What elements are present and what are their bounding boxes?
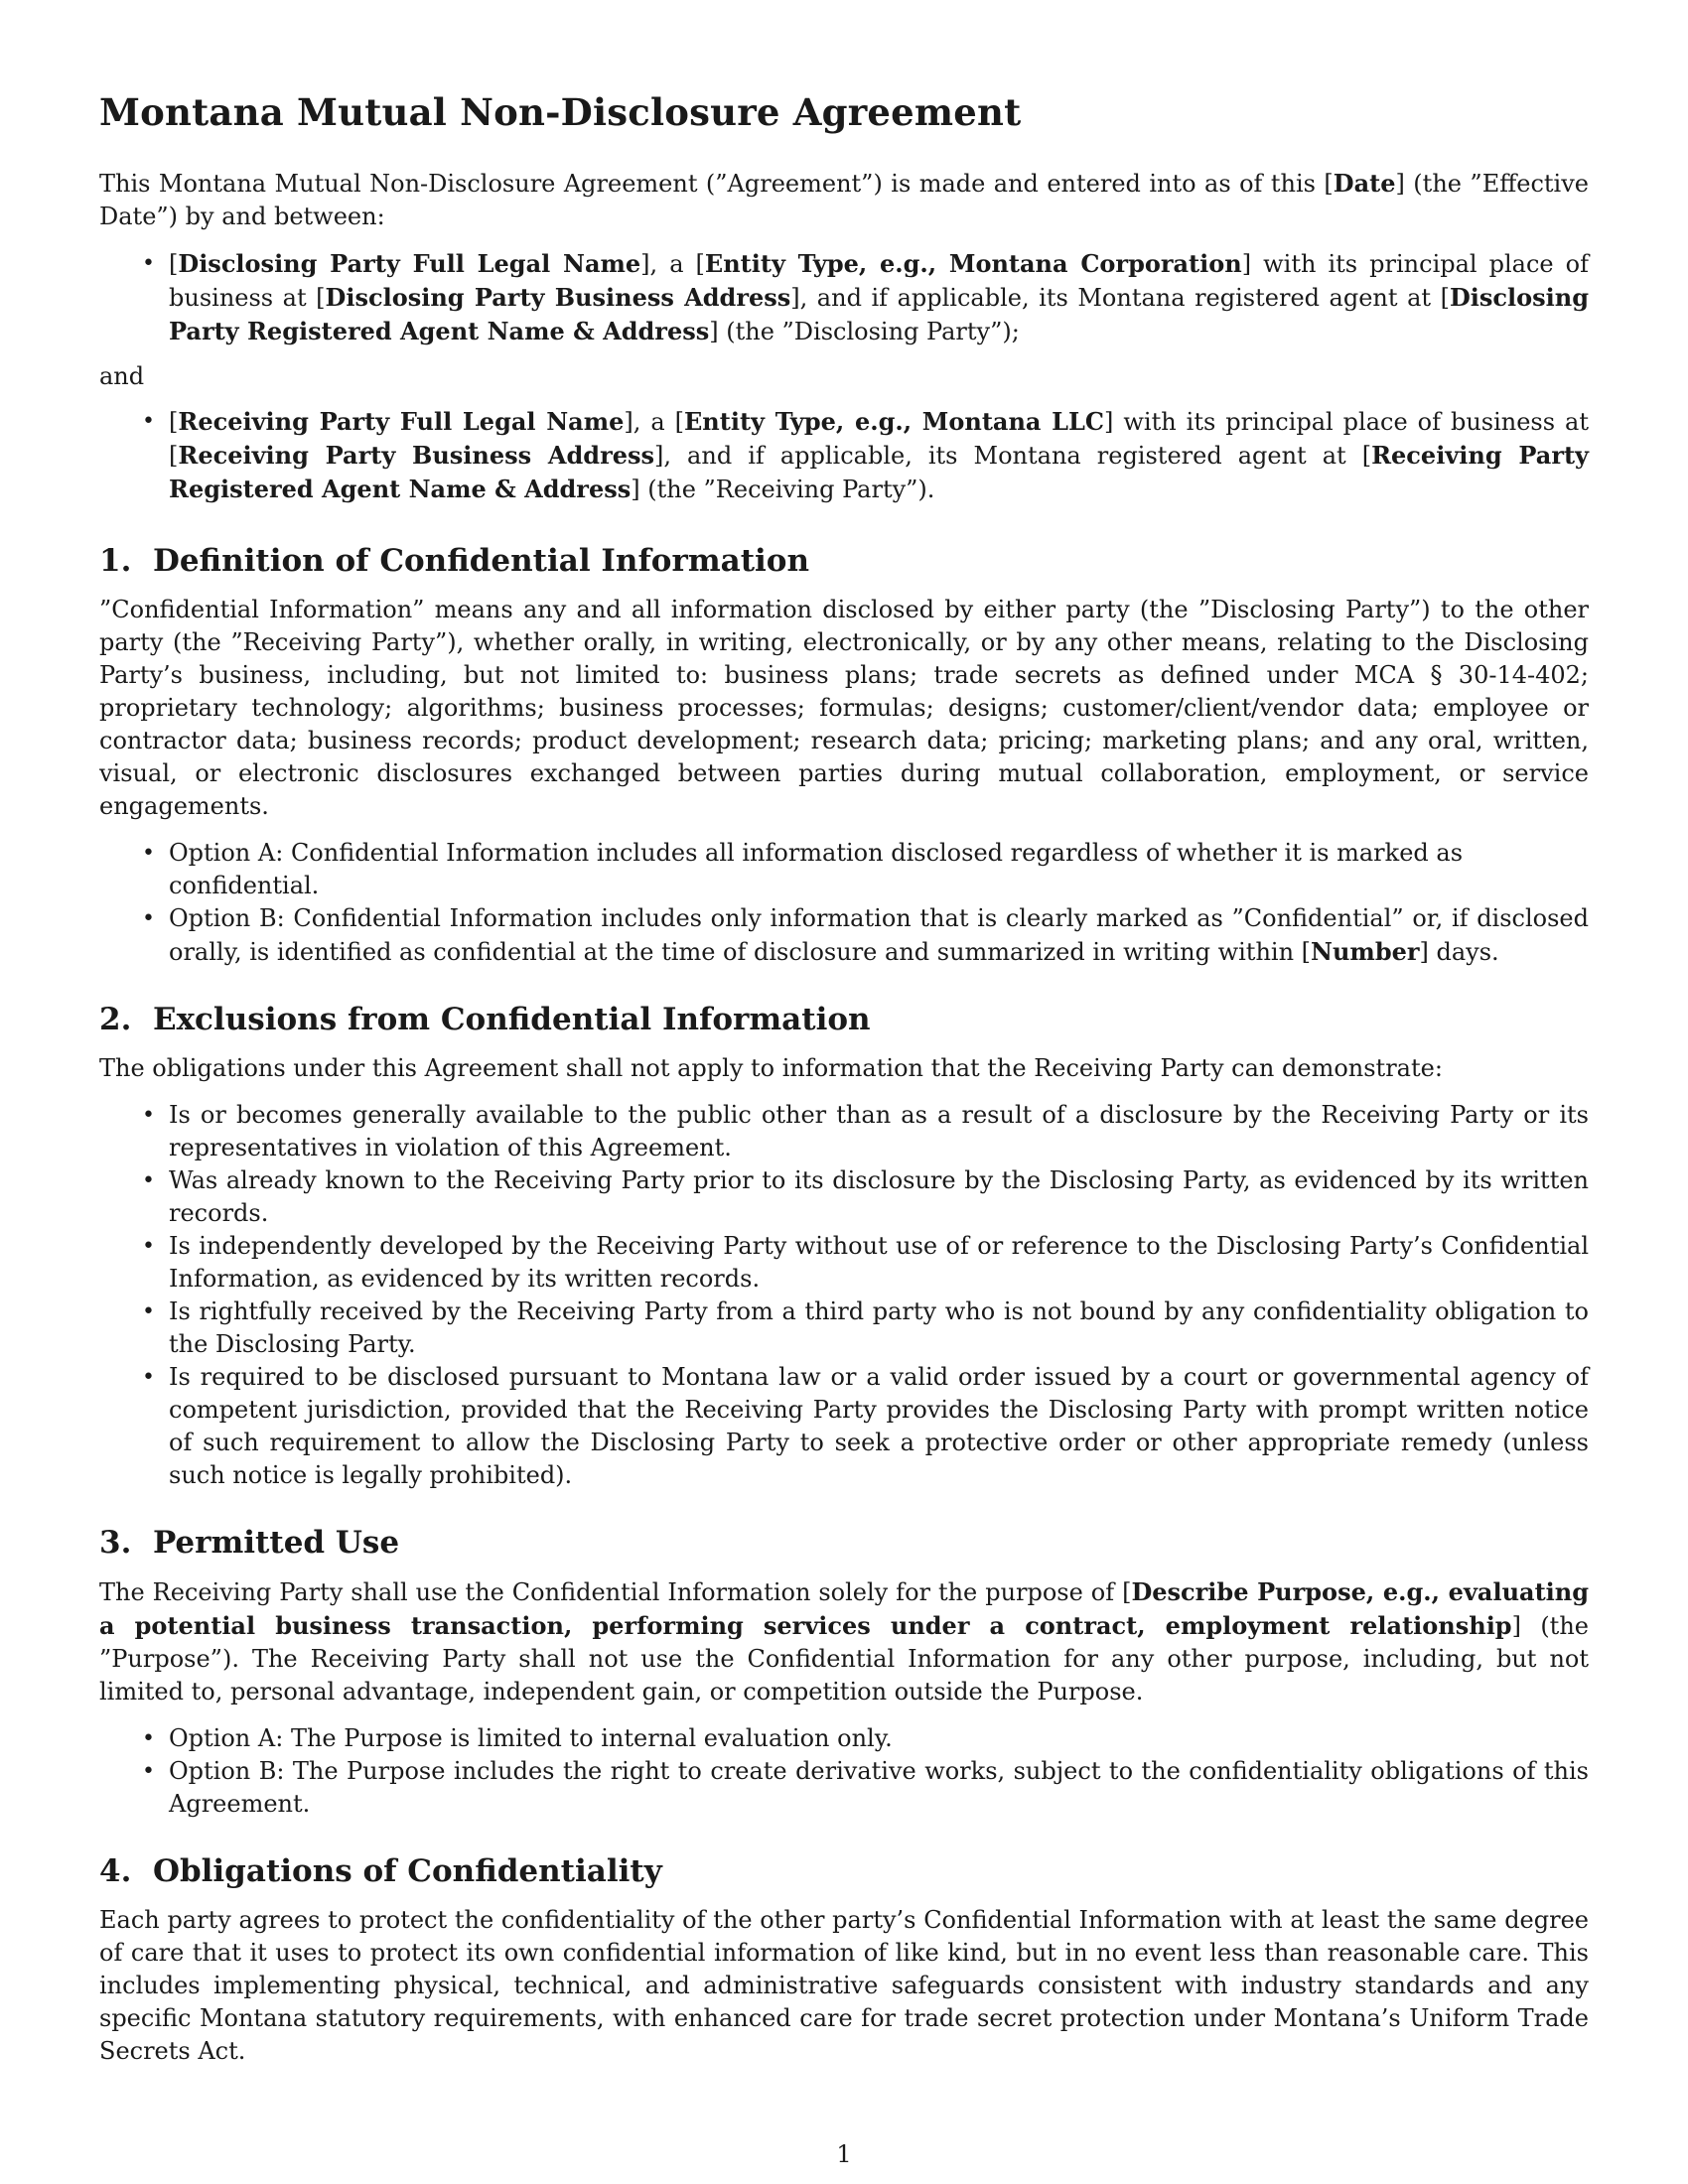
party-list-2 (99, 405, 1589, 506)
bullet-icon: • (142, 1299, 155, 1324)
placeholder: Entity Type, e.g., Montana LLC (684, 407, 1105, 436)
placeholder: Receiving Party Business Address (178, 441, 655, 470)
exclusion-item (142, 1296, 1589, 1361)
text: Option A: The Purpose is limited to internal evaluation only. (169, 1724, 893, 1752)
placeholder: Number (1311, 937, 1420, 966)
document-page (99, 87, 1589, 2068)
section-3-body (99, 1575, 1589, 1708)
section-1-options (99, 837, 1589, 969)
text: ], a [ (640, 250, 705, 278)
section-1-option-b (142, 902, 1589, 969)
intro-text-1: This Montana Mutual Non-Disclosure Agreement (”Agreement”) is made and entered into as of this [ (99, 170, 1334, 198)
party-list-1 (99, 247, 1589, 348)
text: Is or becomes generally available to the public other than as a result of a disclosure by the Receiving Party or its representatives in violation of this Agreement. (169, 1101, 1589, 1161)
exclusion-item (142, 1230, 1589, 1296)
text: ] (the ”Receiving Party”). (631, 476, 935, 503)
section-2-exclusions (99, 1099, 1589, 1492)
bullet-icon: • (142, 1234, 155, 1259)
placeholder: Disclosing Party Full Legal Name (178, 249, 641, 278)
section-3-options (99, 1722, 1589, 1821)
text: ] (the ”Disclosing Party”); (709, 318, 1020, 345)
text: ] (the ”Purpose”). The Receiving Party shall not use the Confidential Information for any other purpose, including, but not limited to, personal advantage, independent gain, or competition outside the Purpose. (99, 1612, 1589, 1706)
bullet-icon: • (142, 409, 155, 434)
text: Option B: Confidential Information includes only information that is clearly marked as ”Confidential” or, if disclosed orally, is identified as confidential at the time of disclosure and summarized in writing within [ (169, 904, 1589, 966)
bullet-icon: • (142, 906, 155, 931)
text: Is required to be disclosed pursuant to Montana law or a valid order issued by a court or governmental agency of competent jurisdiction, provided that the Receiving Party provides the Disclosing Party with prompt written notice of such requirement to allow the Disclosing Party to seek a protective order or other appropriate remedy (unless such notice is legally prohibited). (169, 1363, 1589, 1489)
section-3-option-a (142, 1722, 1589, 1755)
bullet-icon: • (142, 251, 155, 276)
text: ] days. (1419, 938, 1499, 966)
text: Option A: Confidential Information includes all information disclosed regardless of whether it is marked as confidential. (169, 839, 1464, 899)
intro-text-2: ] (the ”Effective Date”) by and between: (99, 170, 1589, 230)
section-2-body: The obligations under this Agreement shall not apply to information that the Receiving Party can demonstrate: (99, 1054, 1443, 1082)
exclusion-item (142, 1361, 1589, 1492)
intro-paragraph (99, 167, 1589, 233)
bullet-icon: • (142, 841, 155, 866)
section-4-heading: 4. Obligations of Confidentiality (99, 1853, 662, 1889)
bullet-icon: • (142, 1103, 155, 1128)
placeholder: Describe Purpose, e.g., evaluating a potential business transaction, performing services under a contract, employment relationship (99, 1577, 1589, 1640)
bullet-icon: • (142, 1365, 155, 1390)
and-connector: and (99, 362, 145, 390)
page-number: 1 (836, 2140, 852, 2168)
date-placeholder: Date (1333, 169, 1396, 198)
text: Was already known to the Receiving Party prior to its disclosure by the Disclosing Party, as evidenced by its written records. (169, 1166, 1589, 1227)
disclosing-party-item (142, 247, 1589, 348)
receiving-party-item (142, 405, 1589, 506)
text: Option B: The Purpose includes the right to create derivative works, subject to the confidentiality obligations of this Agreement. (169, 1757, 1589, 1818)
text: ], and if applicable, its Montana registered agent at [ (654, 442, 1372, 470)
placeholder: Disclosing Party Business Address (325, 283, 791, 312)
placeholder: Entity Type, e.g., Montana Corporation (704, 249, 1242, 278)
text: [ (169, 250, 179, 278)
section-3-option-b (142, 1755, 1589, 1821)
text: ] with its principal place of business at [ (169, 250, 1589, 312)
placeholder: Receiving Party Registered Agent Name & Address (169, 441, 1589, 503)
document-title: Montana Mutual Non-Disclosure Agreement (99, 90, 1022, 134)
exclusion-item (142, 1164, 1589, 1230)
exclusion-item (142, 1099, 1589, 1164)
section-4-body: Each party agrees to protect the confidentiality of the other party’s Confidential Information with at least the same degree of care that it uses to protect its own confidential information of like kind, but in no event less than reasonable care. This includes implementing physical, technical, and administrative safeguards consistent with industry standards and any specific Montana statutory requirements, with enhanced care for trade secret protection under Montana’s Uniform Trade Secrets Act. (99, 1906, 1589, 2065)
section-2-heading: 2. Exclusions from Confidential Information (99, 1002, 871, 1037)
section-3-heading: 3. Permitted Use (99, 1525, 400, 1561)
bullet-icon: • (142, 1759, 155, 1784)
bullet-icon: • (142, 1168, 155, 1193)
text: Is independently developed by the Receiving Party without use of or reference to the Disclosing Party’s Confidential Information, as evidenced by its written records. (169, 1232, 1589, 1293)
text: [ (169, 408, 179, 436)
text: The Receiving Party shall use the Confidential Information solely for the purpose of [ (99, 1578, 1132, 1606)
text: ] with its principal place of business at [ (169, 408, 1589, 470)
section-1-body: ”Confidential Information” means any and all information disclosed by either party (the ”Disclosing Party”) to the other party (the ”Receiving Party”), whether orally, in writing, electronically, or by any other means, relating to the Disclosing Party’s business, including, but not limited to: business plans; trade secrets as defined under MCA § 30-14-402; proprietary technology; algorithms; business processes; formulas; designs; customer/client/vendor data; employee or contractor data; business records; product development; research data; pricing; marketing plans; and any oral, written, visual, or electronic disclosures exchanged between parties during mutual collaboration, employment, or service engagements. (99, 596, 1589, 820)
section-1-option-a (142, 837, 1589, 902)
bullet-icon: • (142, 1726, 155, 1751)
text: ], a [ (624, 408, 685, 436)
placeholder: Disclosing Party Registered Agent Name & Address (169, 283, 1589, 345)
section-1-heading: 1. Definition of Confidential Information (99, 543, 810, 579)
text: ], and if applicable, its Montana registered agent at [ (790, 284, 1450, 312)
text: Is rightfully received by the Receiving Party from a third party who is not bound by any confidentiality obligation to the Disclosing Party. (169, 1297, 1589, 1358)
placeholder: Receiving Party Full Legal Name (178, 407, 625, 436)
